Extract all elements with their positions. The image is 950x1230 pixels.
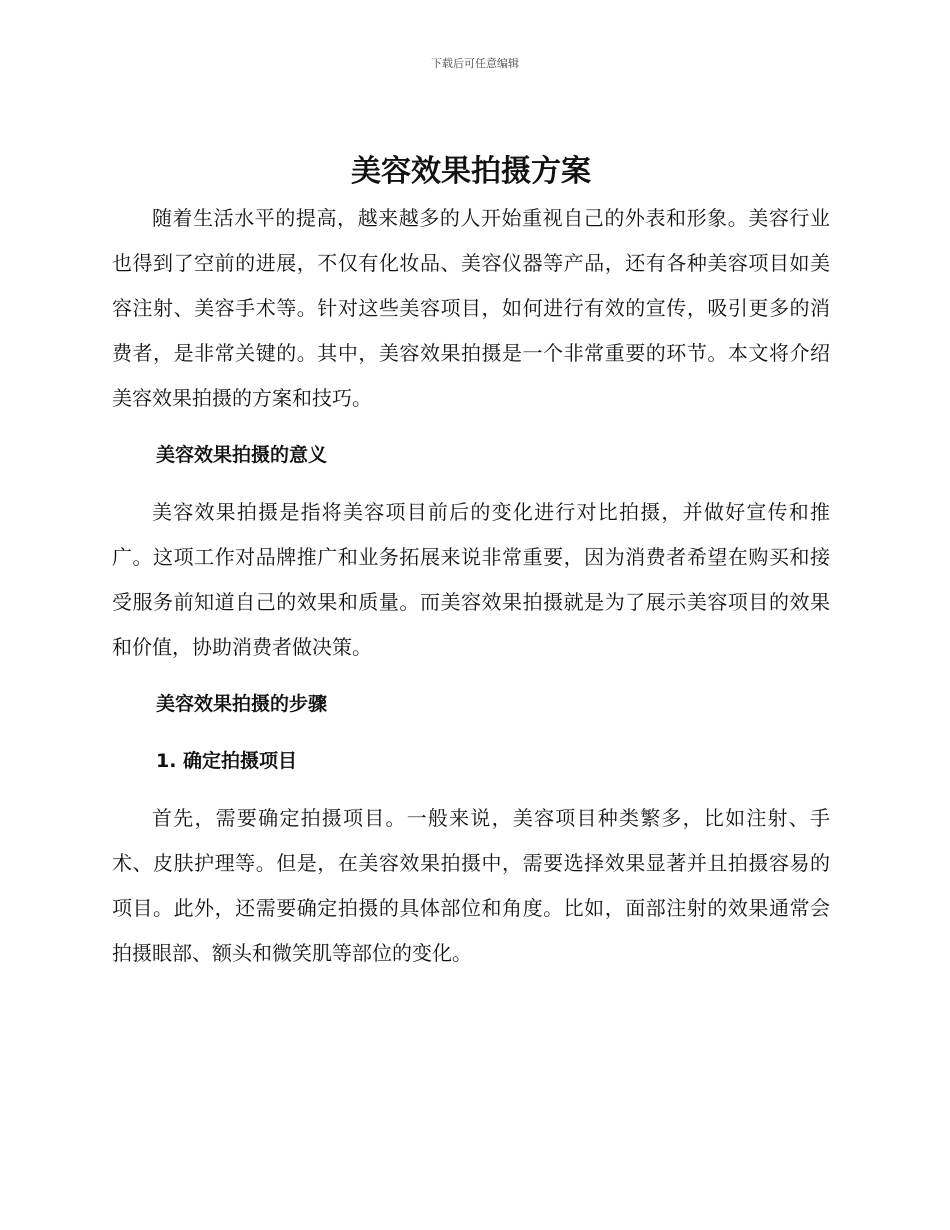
step-1-paragraph: 首先，需要确定拍摄项目。一般来说，美容项目种类繁多，比如注射、手术、皮肤护理等。但是，在美容效果拍摄中，需要选择效果显著并且拍摄容易的项目。此外，还需要确定拍摄的具体部位和角度。比如，面部注射的效果通常会拍摄眼部、额头和微笑肌等部位的变化。 <box>112 806 830 965</box>
section-heading-meaning: 美容效果拍摄的意义 <box>156 444 328 466</box>
document-title: 美容效果拍摄方案 <box>351 154 591 189</box>
section-heading-steps: 美容效果拍摄的步骤 <box>156 693 328 715</box>
step-heading-1: 1. 确定拍摄项目 <box>156 750 298 772</box>
intro-paragraph: 随着生活水平的提高，越来越多的人开始重视自己的外表和形象。美容行业也得到了空前的进展，不仅有化妆品、美容仪器等产品，还有各种美容项目如美容注射、美容手术等。针对这些美容项目，如何进行有效的宣传，吸引更多的消费者，是非常关键的。其中，美容效果拍摄是一个非常重要的环节。本文将介绍美容效果拍摄的方案和技巧。 <box>112 206 830 410</box>
section-meaning-paragraph: 美容效果拍摄是指将美容项目前后的变化进行对比拍摄，并做好宣传和推广。这项工作对品牌推广和业务拓展来说非常重要，因为消费者希望在购买和接受服务前知道自己的效果和质量。而美容效果拍摄就是为了展示美容项目的效果和价值，协助消费者做决策。 <box>112 500 830 659</box>
document-content <box>112 148 830 976</box>
header-note: 下载后可任意编辑 <box>431 57 519 70</box>
